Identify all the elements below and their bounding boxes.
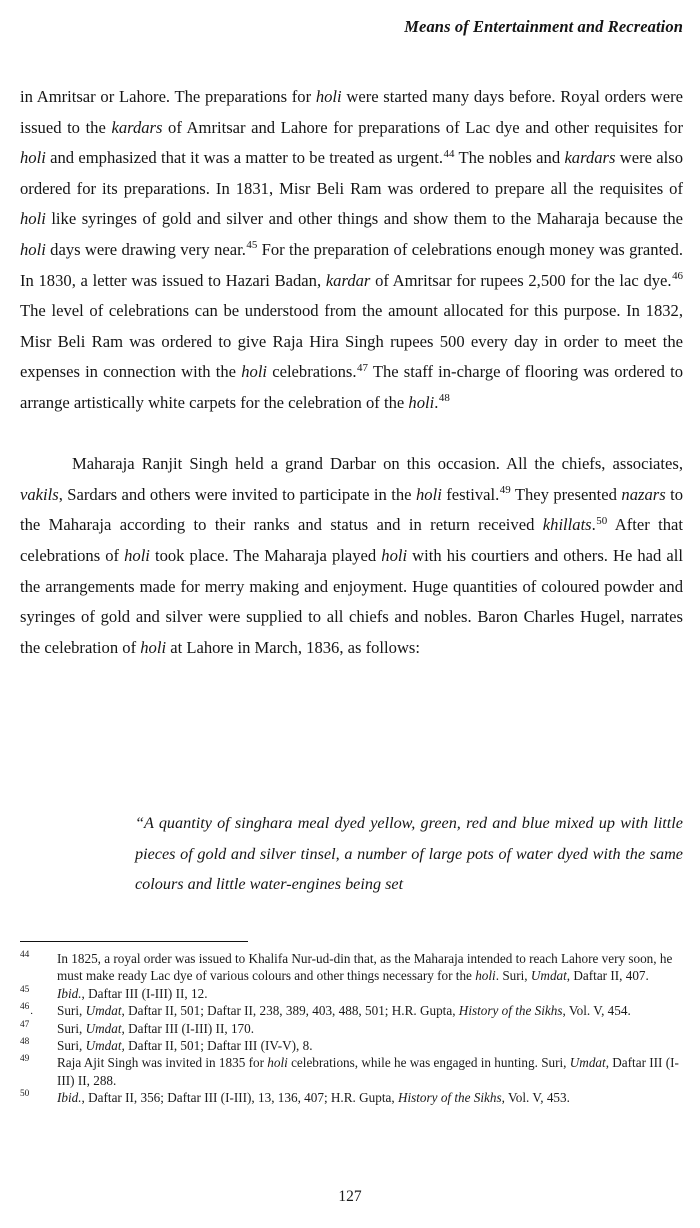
footnotes-section xyxy=(20,950,685,1107)
paragraph: Maharaja Ranjit Singh held a grand Darbar on this occasion. All the chiefs, associates, vakils, Sardars and others were invited to participate in the holi festival.$^{49}$ They presented nazars to the Maharaja according to their ranks and status and in return received khillats.$^{50}$ After that celebrations of holi took place. The Maharaja played holi with his courtiers and others. He had all the arrangements made for merry making and enjoyment. Huge quantities of coloured powder and syringes of gold and silver were supplied to all chiefs and nobles. Baron Charles Hugel, narrates the celebration of holi at Lahore in March, 1836, as follows: xyxy=(20,454,684,657)
footnote-text: Suri, Umdat, Daftar II, 501; Daftar II, 238, 389, 403, 488, 501; H.R. Gupta, History of the Sikhs, Vol. V, 454. xyxy=(57,1003,631,1019)
footnote-text: In 1825, a royal order was issued to Khalifa Nur-ud-din that, as the Maharaja intended to reach Lahore very soon, he must make ready Lac dye of various colours and other things necessary for the holi. Suri, Umdat, Daftar II, 407. xyxy=(57,951,673,984)
block-quotation-text: “A quantity of singhara meal dyed yellow, green, red and blue mixed up with little pieces of gold and silver tinsel, a number of large pots of water dyed with the same colours and little water-engines being set xyxy=(135,814,683,894)
italic-term: History of the Sikhs xyxy=(458,1003,563,1019)
italic-term: holi xyxy=(20,209,46,229)
italic-term: Ibid. xyxy=(57,985,82,1001)
footnote-item xyxy=(20,1002,685,1019)
footnote-text: Ibid., Daftar III (I-III) II, 12. xyxy=(57,985,208,1001)
italic-term: holi xyxy=(415,484,442,504)
footnote-item xyxy=(20,950,685,985)
italic-term: holi xyxy=(267,1055,288,1071)
footnote-item xyxy=(20,1037,685,1054)
italic-term: holi xyxy=(20,148,46,168)
footnote-marker: 44 xyxy=(20,950,30,960)
footnote-item xyxy=(20,1054,685,1089)
page-number: 127 xyxy=(338,1188,362,1205)
footnote-reference: 50 xyxy=(596,514,608,527)
italic-term: holi xyxy=(475,968,496,984)
italic-term: kardar xyxy=(325,270,371,290)
italic-term: Umdat, xyxy=(85,1038,125,1054)
footnote-reference: 49 xyxy=(499,484,511,497)
footnote-marker: 50 xyxy=(20,1089,30,1100)
footnote-reference: 45 xyxy=(246,239,258,252)
footnote-text: Ibid., Daftar II, 356; Daftar III (I-III), 13, 136, 407; H.R. Gupta, History of the Sikhs, Vol. V, 453. xyxy=(57,1090,570,1106)
italic-term: holi xyxy=(140,637,167,657)
footnote-reference: 47 xyxy=(357,361,368,374)
body-text-block xyxy=(20,82,683,663)
footnote-reference: 44 xyxy=(443,147,455,160)
block-quotation xyxy=(135,808,683,900)
footnote-text: Raja Ajit Singh was invited in 1835 for holi celebrations, while he was engaged in hunting. Suri, Umdat, Daftar III (I-III) II, 288. xyxy=(57,1055,679,1088)
italic-term: holi xyxy=(20,239,46,259)
italic-term: kardars xyxy=(111,117,163,137)
footnote-reference: 48 xyxy=(438,392,450,405)
footnote-marker: 46. xyxy=(20,1002,34,1018)
italic-term: Umdat xyxy=(85,1020,122,1036)
running-header: Means of Entertainment and Recreation xyxy=(404,17,683,36)
italic-term: khillats xyxy=(542,515,592,535)
italic-term: holi xyxy=(381,545,408,565)
italic-term: nazars xyxy=(621,484,666,504)
footnote-text: Suri, Umdat, Daftar II, 501; Daftar III (IV-V), 8. xyxy=(57,1038,313,1054)
italic-term: History of the Sikhs xyxy=(397,1090,502,1106)
footnote-marker: 49 xyxy=(20,1054,30,1065)
italic-term: holi xyxy=(124,545,150,565)
paragraph: in Amritsar or Lahore. The preparations for holi were started many days before. Royal orders were issued to the kardars of Amritsar and Lahore for preparations of Lac dye and other requisites for holi and emphasized that it was a matter to be treated as urgent.$^{44}$ The nobles and kardars were also ordered for its preparations. In 1831, Misr Beli Ram was ordered to prepare all the requisites of holi like syringes of gold and silver and other things and show them to the Maharaja because the holi days were drawing very near.$^{45}$ For the preparation of celebrations enough money was granted. In 1830, a letter was issued to Hazari Badan, kardar of Amritsar for rupees 2,500 for the lac dye.$^{46}$ The level of celebrations can be understood from the amount allocated for this purpose. In 1832, Misr Beli Ram was ordered to give Raja Hira Singh rupees 500 every day in order to meet the expenses in connection with the holi celebrations.$^{47}$ The staff in-charge of flooring was ordered to arrange artistically white carpets for the celebration of the holi.$^{48}$ xyxy=(20,87,684,412)
footnote-marker: 48 xyxy=(20,1037,30,1048)
italic-term: Umdat xyxy=(530,968,567,984)
italic-term: Ibid. xyxy=(57,1090,82,1106)
italic-term: holi xyxy=(315,87,342,106)
italic-term: vakils xyxy=(20,484,59,504)
footnote-marker: 45 xyxy=(20,984,30,995)
footnote-reference: 46 xyxy=(672,270,683,283)
footnote-item xyxy=(20,985,685,1002)
italic-term: holi xyxy=(408,392,435,412)
italic-term: kardars xyxy=(564,148,616,168)
footnote-item xyxy=(20,1089,685,1106)
footnote-text: Suri, Umdat, Daftar III (I-III) II, 170. xyxy=(57,1020,255,1036)
italic-term: holi xyxy=(241,362,268,382)
italic-term: Umdat xyxy=(569,1055,606,1071)
footnote-marker: 47 xyxy=(20,1019,30,1030)
footnote-item xyxy=(20,1020,685,1037)
italic-term: Umdat xyxy=(85,1003,122,1019)
footnote-separator-rule xyxy=(20,941,248,942)
